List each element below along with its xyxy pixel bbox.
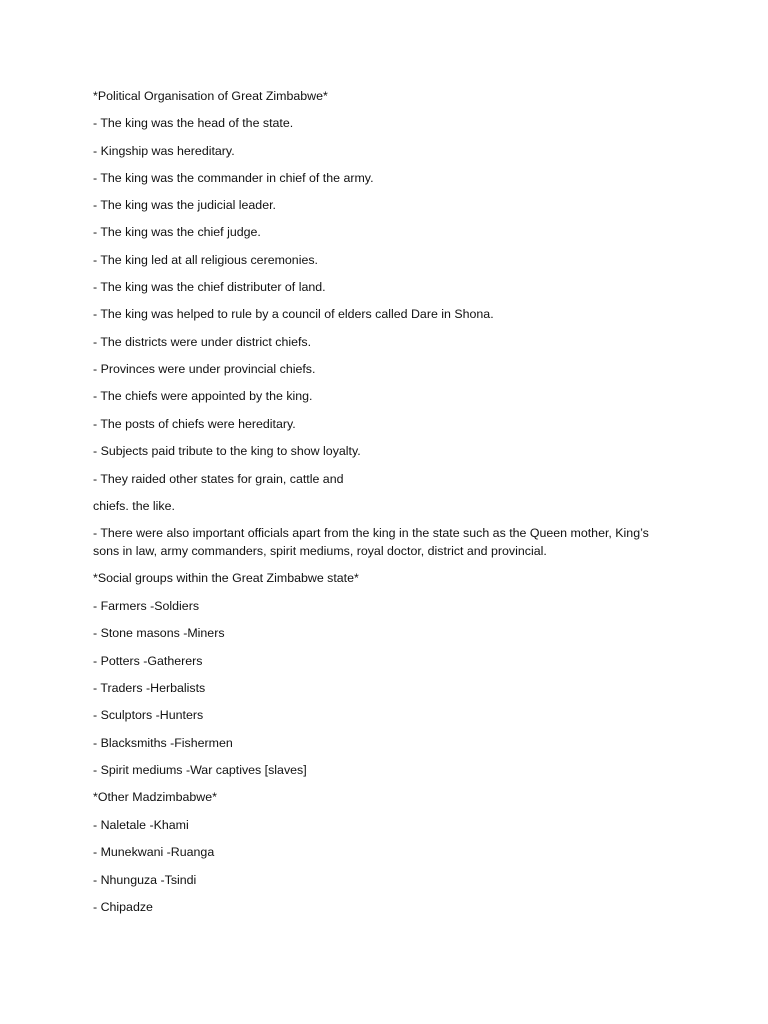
list-item: - Farmers -Soldiers [93,599,200,613]
list-item: - Subjects paid tribute to the king to show loyalty. [93,444,361,458]
list-item: - Traders -Herbalists [93,681,206,695]
list-item-continuation: chiefs. the like. [93,499,175,513]
section-heading-other-madzimbabwe: *Other Madzimbabwe* [93,790,217,804]
list-item: - Stone masons -Miners [93,626,225,640]
list-item: - They raided other states for grain, cattle and [93,472,344,486]
section-heading-social-groups: *Social groups within the Great Zimbabwe state* [93,571,359,585]
list-item: - Naletale -Khami [93,818,189,832]
list-item: - The king was the chief distributer of land. [93,280,326,294]
list-item: - Sculptors -Hunters [93,708,204,722]
list-item: - Nhunguza -Tsindi [93,873,197,887]
list-item: - Munekwani -Ruanga [93,845,215,859]
list-item: - The districts were under district chiefs. [93,335,312,349]
list-item: - The posts of chiefs were hereditary. [93,417,296,431]
list-item: - Potters -Gatherers [93,654,203,668]
list-item: - The king was the judicial leader. [93,198,276,212]
list-item: - The king was the head of the state. [93,116,294,130]
list-item: - Provinces were under provincial chiefs. [93,362,316,376]
list-item: - There were also important officials apart from the king in the state such as the Queen mother, King’s sons in law, army commanders, spirit mediums, royal doctor, district and provincial. [93,526,649,558]
list-item: - Chipadze [93,900,153,914]
section-heading-political-organisation: *Political Organisation of Great Zimbabwe* [93,89,328,103]
list-item: - The chiefs were appointed by the king. [93,389,313,403]
list-item: - The king was helped to rule by a council of elders called Dare in Shona. [93,307,494,321]
list-item: - Spirit mediums -War captives [slaves] [93,763,307,777]
list-item: - The king led at all religious ceremonies. [93,253,318,267]
list-item: - The king was the commander in chief of the army. [93,171,374,185]
list-item: - The king was the chief judge. [93,225,261,239]
list-item: - Kingship was hereditary. [93,144,235,158]
list-item: - Blacksmiths -Fishermen [93,736,233,750]
